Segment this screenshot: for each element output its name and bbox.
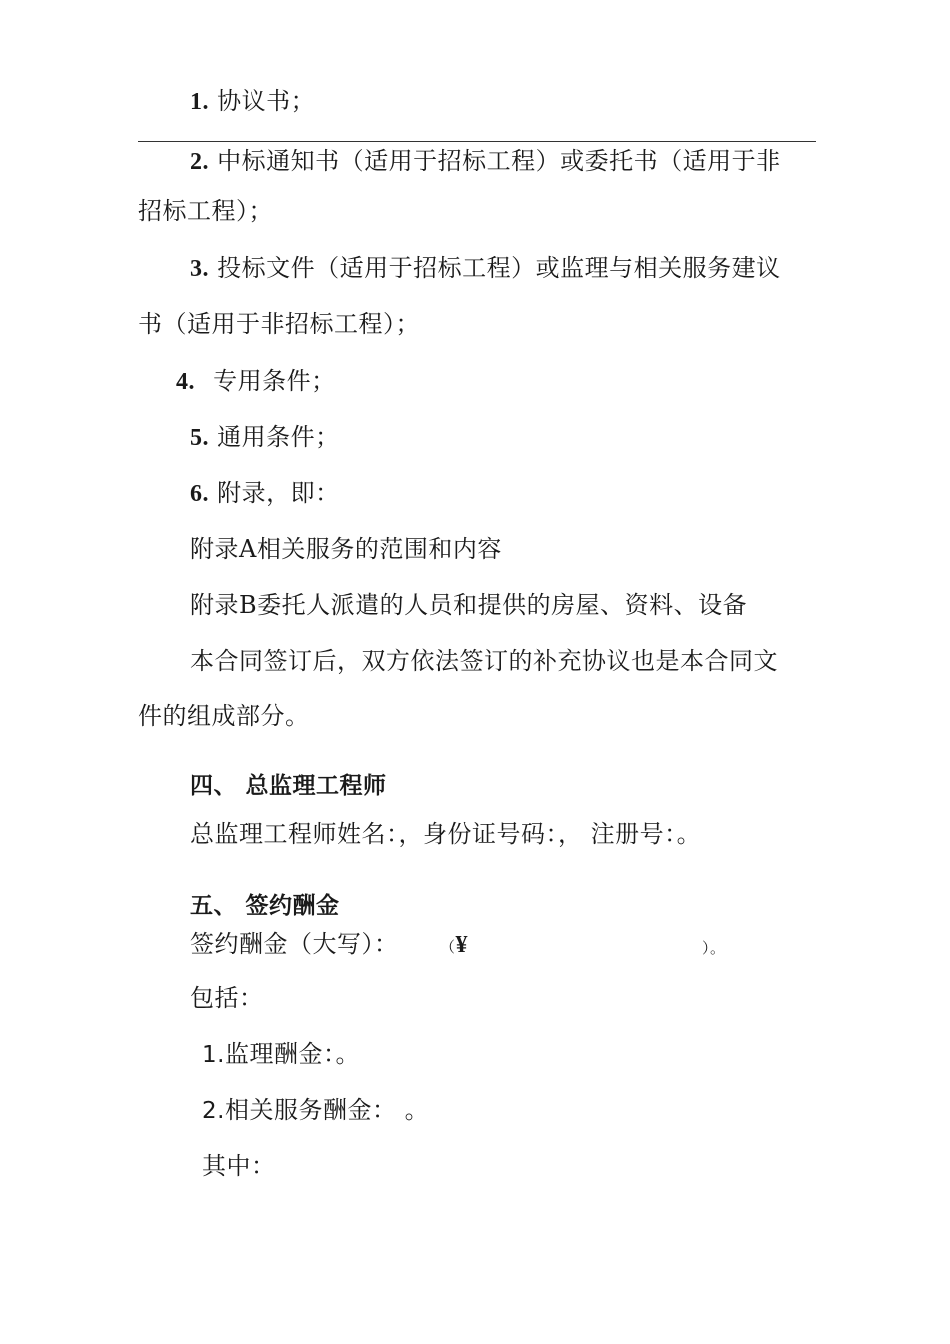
item-text: 通用条件；	[217, 423, 340, 451]
chief-engineer-info: 总监理工程师姓名：，身份证号码：， 注册号：。	[190, 820, 702, 848]
item-3-continuation: 书（适用于非招标工程）；	[138, 310, 420, 338]
fee-amount-yen: （¥	[440, 932, 469, 958]
item-4	[176, 365, 336, 398]
item-6	[190, 477, 340, 510]
fee-item-1: 1.监理酬金：。	[202, 1040, 360, 1068]
item-text: 附录，即：	[217, 479, 340, 507]
item-number: 4.	[176, 369, 195, 395]
section-5-heading: 五、 签约酬金	[190, 893, 340, 919]
include-label: 包括：	[190, 984, 264, 1012]
item-5	[190, 421, 340, 454]
item-2-continuation: 招标工程）；	[138, 197, 273, 225]
appendix-b: 附录B委托人派遣的人员和提供的房屋、资料、设备	[190, 591, 748, 619]
supplement-line-1: 本合同签订后，双方依法签订的补充协议也是本合同文	[190, 647, 778, 675]
item-1	[190, 85, 315, 118]
horizontal-rule	[138, 141, 816, 142]
item-number: 3.	[190, 256, 209, 282]
item-number: 2.	[190, 149, 209, 175]
fee-amount-label: 签约酬金（大写）：	[190, 930, 399, 958]
item-number: 1.	[190, 89, 209, 115]
item-text: 投标文件（适用于招标工程）或监理与相关服务建议	[217, 254, 781, 282]
fee-amount-close: ）。	[702, 939, 726, 957]
supplement-line-2: 件的组成部分。	[138, 702, 310, 730]
item-text: 中标通知书（适用于招标工程）或委托书（适用于非	[217, 147, 781, 175]
item-number: 5.	[190, 425, 209, 451]
item-text: 协议书；	[217, 87, 316, 115]
item-text: 专用条件；	[213, 367, 336, 395]
item-number: 6.	[190, 481, 209, 507]
item-2	[190, 145, 781, 178]
among-label: 其中：	[202, 1152, 276, 1180]
yen-symbol: ¥	[455, 932, 469, 958]
fee-item-2: 2.相关服务酬金： 。	[202, 1096, 430, 1124]
appendix-a: 附录A相关服务的范围和内容	[190, 535, 502, 563]
section-4-heading: 四、 总监理工程师	[190, 773, 387, 799]
item-3	[190, 252, 781, 285]
